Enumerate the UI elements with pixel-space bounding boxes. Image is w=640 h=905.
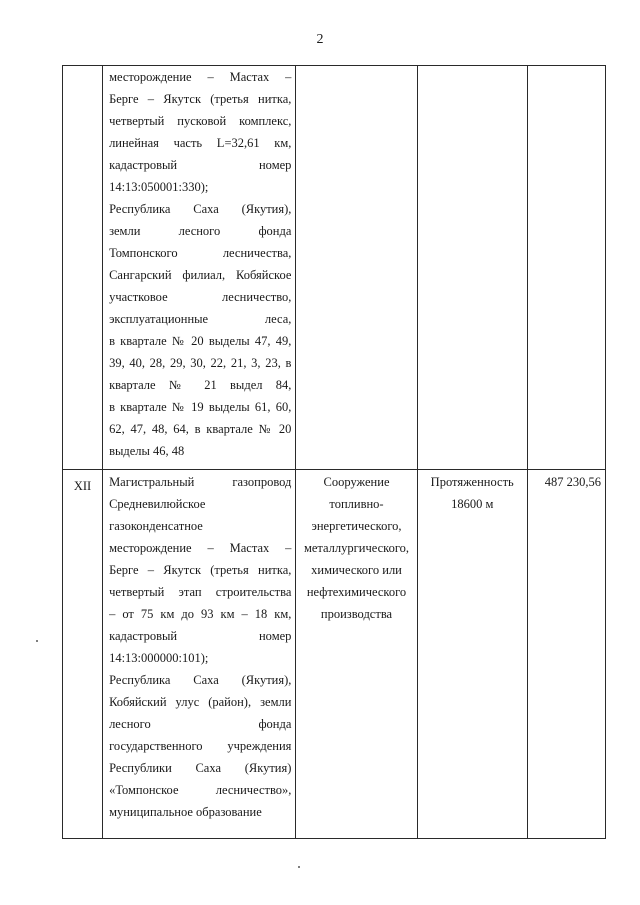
property-table xyxy=(62,65,606,839)
text-line: квартале № 21 выдел 84, xyxy=(109,378,292,392)
object-description-cell xyxy=(103,470,296,839)
characteristic-text xyxy=(421,471,524,515)
text-line: химического или xyxy=(311,563,402,577)
text-line: кадастровый номер xyxy=(109,629,292,643)
text-line: четвертый этап строительства xyxy=(109,585,292,599)
text-line: металлургического, xyxy=(303,541,410,555)
page-number: 2 xyxy=(316,32,324,47)
text-line: – от 75 км до 93 км – 18 км, xyxy=(109,607,292,621)
text-line: 62, 47, 48, 64, в квартале № 20 xyxy=(109,422,292,436)
text-line: в квартале № 19 выделы 61, 60, xyxy=(109,400,292,414)
table-row xyxy=(63,470,606,839)
text-line: государственного учреждения xyxy=(109,739,292,753)
object-description-cell xyxy=(103,66,296,470)
text-line: энергетического, xyxy=(311,519,402,533)
value-cell: 487 230,56 xyxy=(527,470,605,839)
text-line: участковое лесничество, xyxy=(109,290,292,304)
text-line: Кобяйский улус (район), земли xyxy=(109,695,292,709)
text-line: Протяженность xyxy=(430,475,514,489)
text-line: Средневилюйское xyxy=(109,497,206,511)
text-line: месторождение – Мастах – xyxy=(109,541,292,555)
row-number-cell: XII xyxy=(63,470,103,839)
object-type-cell xyxy=(296,470,417,839)
text-line: муниципальное образование xyxy=(109,805,262,819)
scan-speck xyxy=(298,866,300,868)
text-line: Томпонского лесничества, xyxy=(109,246,292,260)
text-line: выделы 46, 48 xyxy=(109,444,185,458)
text-line: 18600 м xyxy=(451,497,494,511)
row-number-cell xyxy=(63,66,103,470)
text-line: 39, 40, 28, 29, 30, 22, 21, 3, 23, в xyxy=(109,356,292,370)
table-row xyxy=(63,66,606,470)
text-line: нефтехимического xyxy=(306,585,407,599)
text-line: Сангарский филиал, Кобяйское xyxy=(109,268,292,282)
object-type-cell xyxy=(296,66,417,470)
text-line: Республика Саха (Якутия), xyxy=(109,673,292,687)
text-line: газоконденсатное xyxy=(109,519,203,533)
text-line: Магистральный газопровод xyxy=(109,475,292,489)
text-line: «Томпонское лесничество», xyxy=(109,783,292,797)
text-line: четвертый пусковой комплекс, xyxy=(109,114,292,128)
text-line: линейная часть L=32,61 км, xyxy=(109,136,292,150)
text-line: кадастровый номер xyxy=(109,158,292,172)
scan-speck xyxy=(36,640,38,642)
text-line: Сооружение xyxy=(323,475,390,489)
text-line: земли лесного фонда xyxy=(109,224,292,238)
text-line: производства xyxy=(320,607,393,621)
characteristic-cell xyxy=(417,470,527,839)
text-line: Берге – Якутск (третья нитка, xyxy=(109,563,292,577)
text-line: в квартале № 20 выделы 47, 49, xyxy=(109,334,292,348)
text-line: топливно- xyxy=(329,497,384,511)
text-line: эксплуатационные леса, xyxy=(109,312,292,326)
object-type-text xyxy=(299,471,413,625)
text-line: Республика Саха (Якутия), xyxy=(109,202,292,216)
text-line: 14:13:050001:330); xyxy=(109,180,209,194)
value-cell xyxy=(527,66,605,470)
object-description-text xyxy=(109,471,291,823)
object-description-text xyxy=(109,66,291,462)
text-line: месторождение – Мастах – xyxy=(109,70,292,84)
text-line: лесного фонда xyxy=(109,717,292,731)
characteristic-cell xyxy=(417,66,527,470)
text-line: Республики Саха (Якутия) xyxy=(109,761,292,775)
text-line: 14:13:000000:101); xyxy=(109,651,209,665)
text-line: Берге – Якутск (третья нитка, xyxy=(109,92,292,106)
